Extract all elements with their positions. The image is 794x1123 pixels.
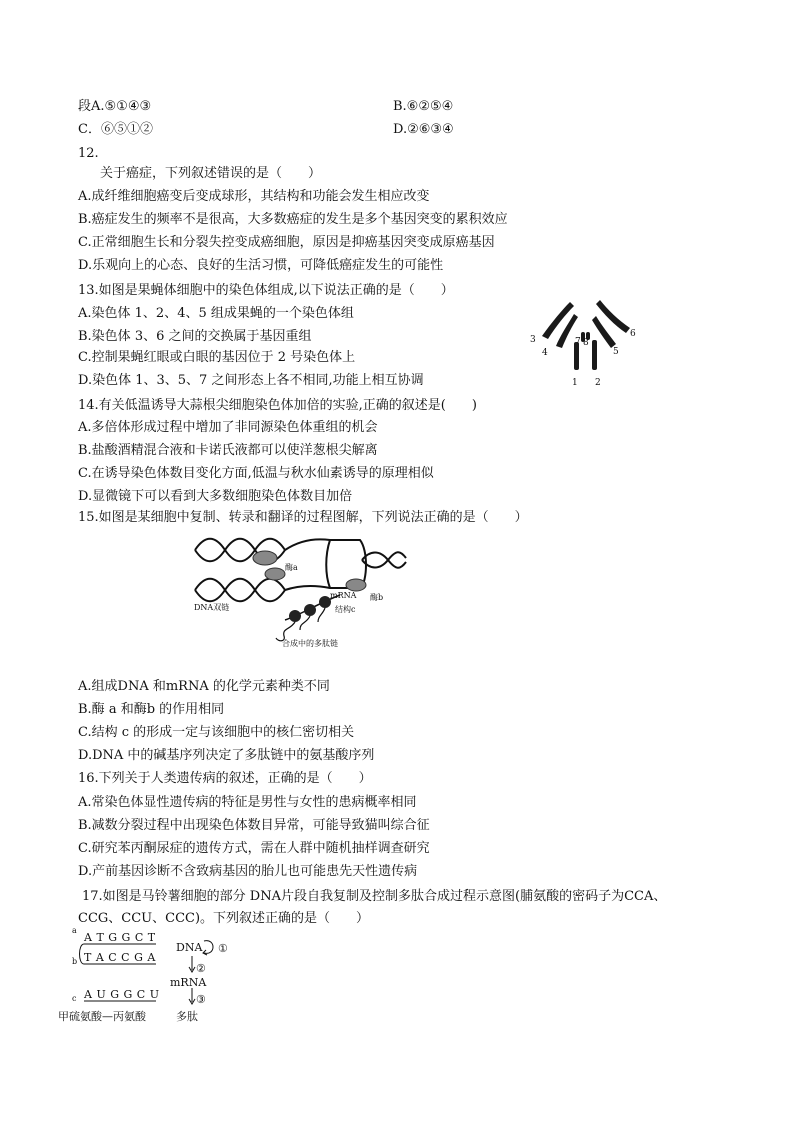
q13-option-a: A.染色体 1、2、4、5 组成果蝇的一个染色体组 bbox=[78, 306, 354, 321]
q11-option-c: C．⑥⑤①② bbox=[78, 122, 153, 137]
q12-option-c: C.正常细胞生长和分裂失控变成癌细胞，原因是抑癌基因突变成原癌基因 bbox=[78, 235, 495, 250]
q14-option-c: C.在诱导染色体数目变化方面,低温与秋水仙素诱导的原理相似 bbox=[78, 466, 434, 481]
q13-option-d: D.染色体 1、3、5、7 之间形态上各不相同,功能上相互协调 bbox=[78, 373, 424, 388]
q12-option-b: B.癌症发生的频率不是很高，大多数癌症的发生是多个基因突变的累积效应 bbox=[78, 212, 508, 227]
chromosome-3 bbox=[542, 302, 574, 339]
dna-sequence-figure bbox=[58, 926, 248, 1026]
fig-label-8: 8 bbox=[583, 338, 589, 348]
fig-label-5: 5 bbox=[613, 347, 619, 357]
q12-option-a: A.成纤维细胞癌变后变成球形，其结构和功能会发生相应改变 bbox=[78, 189, 430, 204]
fig-label-4: 4 bbox=[542, 348, 548, 358]
q15-stem: 15.如图是某细胞中复制、转录和翻译的过程图解，下列说法正确的是（ ） bbox=[78, 510, 528, 525]
strand-b-label: b bbox=[72, 957, 78, 966]
peptide-sequence: 甲硫氨酸—丙氨酸 bbox=[58, 1010, 146, 1023]
dna-replication-figure bbox=[190, 530, 410, 652]
q11-option-b: B.⑥②⑤④ bbox=[393, 99, 454, 114]
step-2: ② bbox=[196, 962, 206, 975]
enzyme-b-shape bbox=[346, 579, 366, 591]
strand-c-label: c bbox=[72, 994, 77, 1003]
step-1: ① bbox=[218, 942, 228, 955]
fig-label-7: 7 bbox=[575, 337, 581, 347]
mrna-label: mRNA bbox=[330, 591, 357, 600]
dna-label: DNA双链 bbox=[194, 603, 230, 612]
q11-option-a: 段A.⑤①④③ bbox=[78, 99, 152, 114]
enzyme-a-label: 酶a bbox=[285, 563, 298, 572]
q16-option-a: A.常染色体显性遗传病的特征是男性与女性的患病概率相同 bbox=[78, 795, 417, 810]
q17-stem-line1: 17.如图是马铃薯细胞的部分 DNA片段自我复制及控制多肽合成过程示意图(脯氨酸的密码子为CCA、 bbox=[82, 889, 667, 904]
q12-option-d: D.乐观向上的心态、良好的生活习惯，可降低癌症发生的可能性 bbox=[78, 258, 444, 273]
q11-option-d: D.②⑥③④ bbox=[393, 122, 454, 137]
fig-label-3: 3 bbox=[530, 335, 536, 345]
chromosome-figure bbox=[522, 292, 648, 392]
flow-dna: DNA bbox=[176, 941, 203, 954]
step-3: ③ bbox=[196, 993, 206, 1006]
structure-c-label: 结构c bbox=[335, 605, 356, 614]
sequence-c: A U G G C U bbox=[84, 988, 160, 1001]
peptide-label: 合成中的多肽链 bbox=[282, 639, 338, 648]
q13-option-c: C.控制果蝇红眼或白眼的基因位于 2 号染色体上 bbox=[78, 350, 356, 365]
q15-option-a: A.组成DNA 和mRNA 的化学元素种类不同 bbox=[78, 679, 330, 694]
enzyme-a-shape bbox=[253, 551, 277, 565]
ribosome bbox=[304, 604, 316, 616]
q13-option-b: B.染色体 3、6 之间的交换属于基因重组 bbox=[78, 329, 312, 344]
q13-stem: 13.如图是果蝇体细胞中的染色体组成,以下说法正确的是（ ） bbox=[78, 283, 454, 298]
q14-option-b: B.盐酸酒精混合液和卡诺氏液都可以使洋葱根尖解离 bbox=[78, 443, 378, 458]
ribosome bbox=[289, 610, 301, 622]
q12-number: 12. bbox=[78, 146, 99, 161]
q12-stem: 关于癌症，下列叙述错误的是（ ） bbox=[100, 166, 322, 181]
fig-label-2: 2 bbox=[595, 378, 601, 388]
q15-option-c: C.结构 c 的形成一定与该细胞中的核仁密切相关 bbox=[78, 725, 355, 740]
q14-option-d: D.显微镜下可以看到大多数细胞染色体数目加倍 bbox=[78, 489, 353, 504]
q16-option-c: C.研究苯丙酮尿症的遗传方式，需在人群中随机抽样调查研究 bbox=[78, 841, 430, 856]
sequence-a: A T G G C T bbox=[84, 931, 156, 944]
q16-option-b: B.减数分裂过程中出现染色体数目异常，可能导致猫叫综合征 bbox=[78, 818, 430, 833]
flow-mrna: mRNA bbox=[170, 976, 207, 989]
q14-stem: 14.有关低温诱导大蒜根尖细胞染色体加倍的实验,正确的叙述是( ) bbox=[78, 398, 477, 413]
fig-label-6: 6 bbox=[630, 329, 636, 339]
q14-option-a: A.多倍体形成过程中增加了非同源染色体重组的机会 bbox=[78, 420, 378, 435]
q16-option-d: D.产前基因诊断不含致病基因的胎儿也可能患先天性遗传病 bbox=[78, 864, 418, 879]
q15-option-b: B.酶 a 和酶b 的作用相同 bbox=[78, 702, 225, 717]
q17-stem-line2: CCG、CCU、CCC)。下列叙述正确的是（ ） bbox=[78, 911, 370, 926]
q15-option-d: D.DNA 中的碱基序列决定了多肽链中的氨基酸序列 bbox=[78, 748, 375, 763]
strand-a-label: a bbox=[72, 926, 77, 935]
flow-peptide: 多肽 bbox=[176, 1010, 198, 1023]
enzyme-b-label: 酶b bbox=[370, 593, 384, 602]
fig-label-1: 1 bbox=[572, 378, 578, 388]
sequence-b: T A C C G A bbox=[84, 951, 156, 964]
q16-stem: 16.下列关于人类遗传病的叙述，正确的是（ ） bbox=[78, 771, 372, 786]
chromosome-2 bbox=[592, 340, 597, 370]
